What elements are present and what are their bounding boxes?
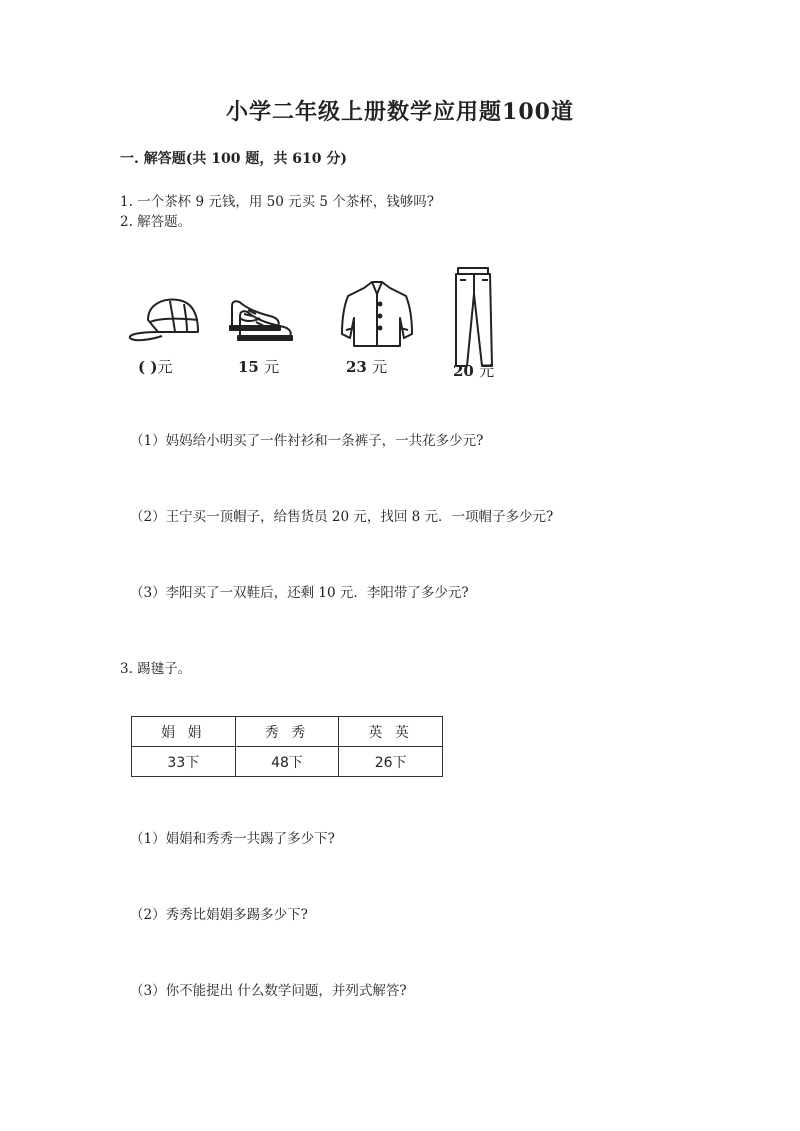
question-2-sub-3: （3）李阳买了一双鞋后，还剩 10 元．李阳带了多少元? [130, 585, 469, 601]
shoes-price: 15 元 [238, 358, 280, 376]
shoes-icon [230, 301, 292, 340]
cap-price: ( )元 [138, 358, 173, 376]
table-cell: 33下 [132, 747, 236, 777]
section-heading: 一. 解答题(共 100 题，共 610 分) [120, 151, 347, 167]
table-cell: 26下 [339, 747, 443, 777]
table-row [132, 747, 443, 777]
question-3-sub-3: （3）你不能提出 什么数学问题，并列式解答? [130, 983, 407, 999]
table-header-cell: 英 英 [339, 717, 443, 747]
table-header-cell: 秀 秀 [235, 717, 339, 747]
kick-count-table [131, 716, 443, 777]
table-cell: 48下 [235, 747, 339, 777]
question-3-label: 3. 踢毽子。 [120, 661, 192, 677]
question-1: 1. 一个茶杯 9 元钱，用 50 元买 5 个茶杯，钱够吗? [120, 194, 435, 210]
clothing-illustration [120, 258, 520, 383]
cap-icon [130, 300, 198, 341]
question-2-sub-1: （1）妈妈给小明买了一件衬衫和一条裤子，一共花多少元? [130, 433, 484, 449]
page-title: 小学二年级上册数学应用题100道 [226, 99, 574, 125]
table-header-cell: 娟 娟 [132, 717, 236, 747]
question-2-label: 2. 解答题。 [120, 214, 192, 230]
pants-price: 20 元 [453, 362, 495, 380]
table-header-row [132, 717, 443, 747]
question-2-sub-2: （2）王宁买一顶帽子，给售货员 20 元，找回 8 元．一项帽子多少元? [130, 509, 554, 525]
pants-icon [456, 268, 492, 366]
shirt-icon [342, 282, 412, 346]
shirt-price: 23 元 [346, 358, 388, 376]
question-3-sub-1: （1）娟娟和秀秀一共踢了多少下? [130, 831, 335, 847]
question-3-sub-2: （2）秀秀比娟娟多踢多少下? [130, 907, 308, 923]
